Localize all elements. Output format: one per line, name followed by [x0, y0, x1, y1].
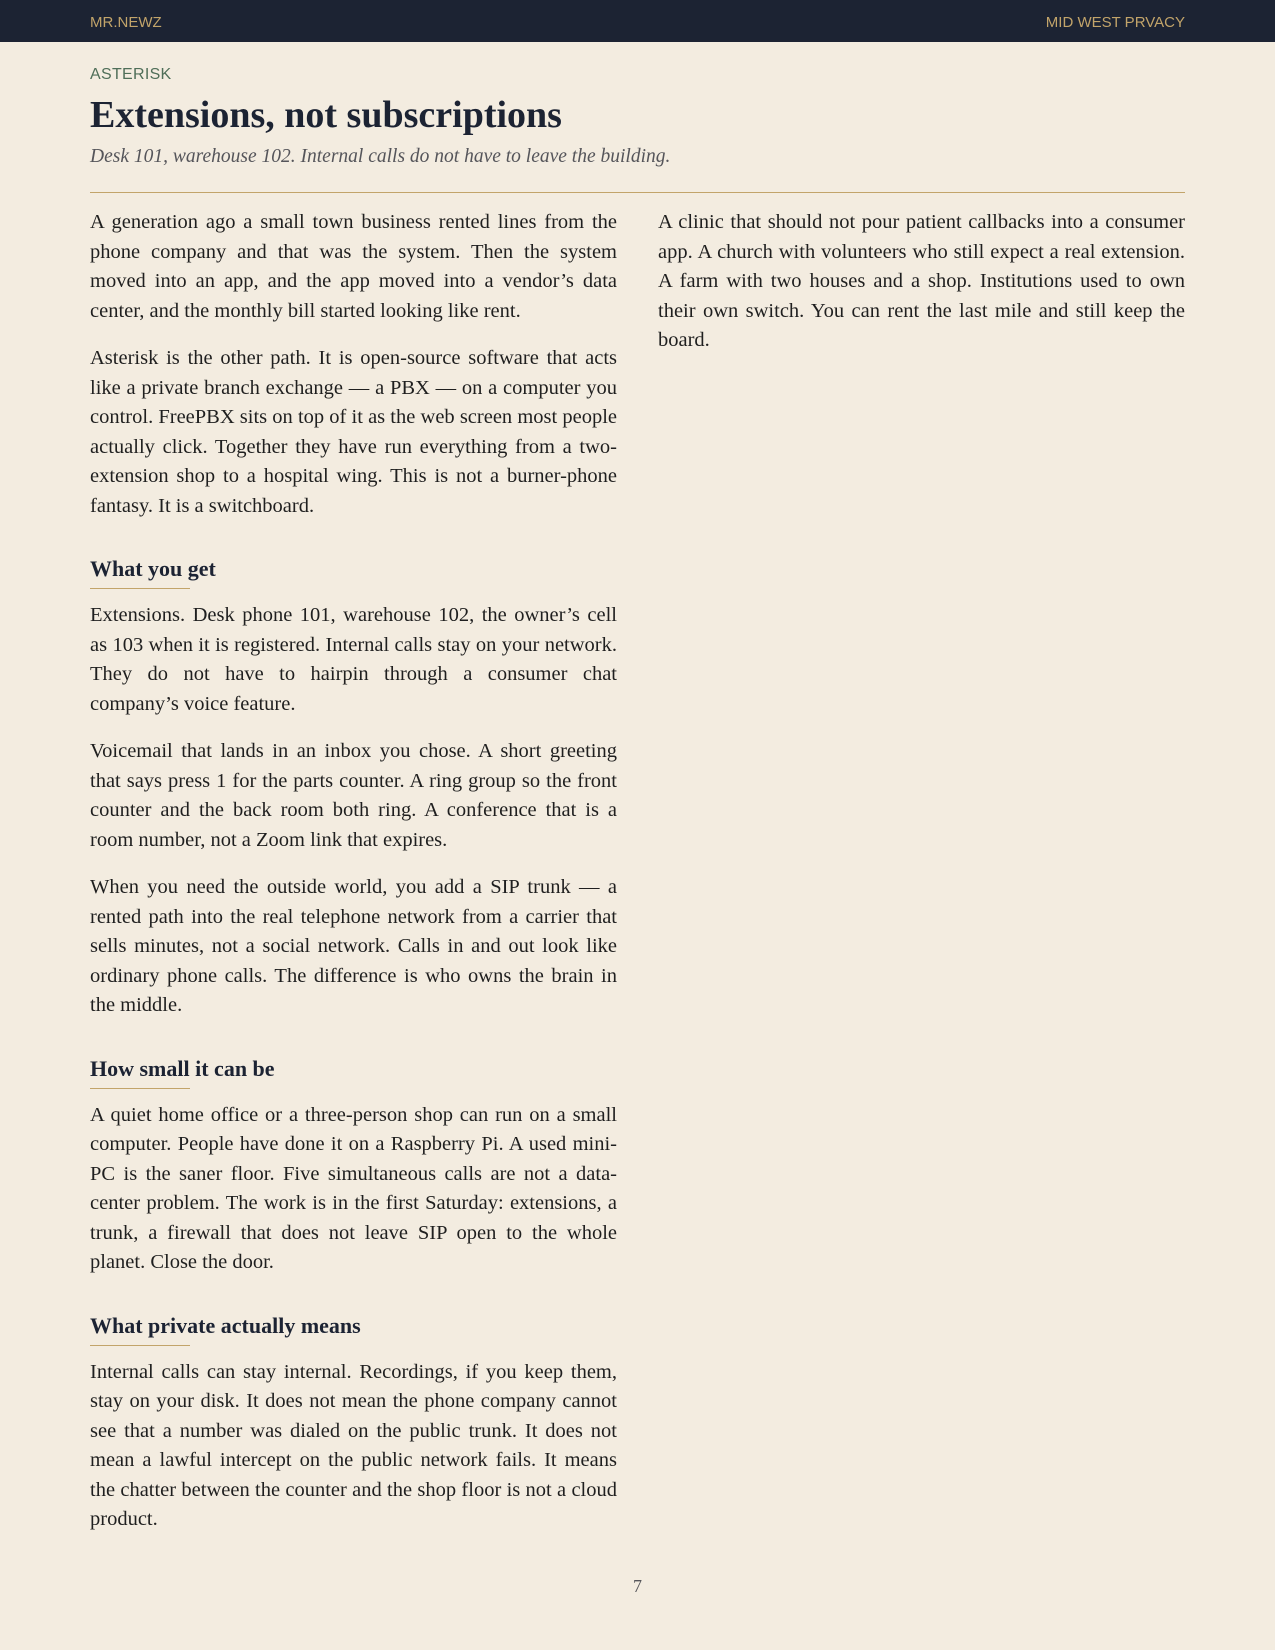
article-title: Extensions, not subscriptions — [90, 94, 562, 136]
article-header — [90, 66, 1185, 168]
publication-name: MR.NEWZ — [90, 14, 162, 31]
header-divider — [90, 192, 1185, 193]
paragraph: When you need the outside world, you add a SIP trunk — a rented path into the real telephone network from a carrier that sells minutes, not a social network. Calls in and out look like ordinary phone calls. The difference is who owns the brain in the middle. — [90, 876, 617, 1016]
left-column — [90, 208, 617, 1553]
article-kicker: ASTERISK — [90, 66, 172, 83]
paragraph: A quiet home office or a three-person shop can run on a small computer. People have done it on a Raspberry Pi. A used mini-PC is the saner floor. Five simultaneous calls are not a data-center problem. The work is in the first Saturday: extensions, a trunk, a firewall that does not leave SIP open to the whole planet. Close the door. — [90, 1103, 617, 1273]
right-column — [658, 208, 1185, 374]
paragraph: A generation ago a small town business rented lines from the phone company and that was the system. Then the system moved into an app, and the app moved into a vendor’s data center, and the monthly bill started looking like rent. — [90, 211, 617, 322]
paragraph: A clinic that should not pour patient callbacks into a consumer app. A church with volunteers who still expect a real extension. A farm with two houses and a shop. Institutions used to own their own switch. You can rent the last mile and still keep the board. — [658, 211, 1185, 351]
page-number: 7 — [633, 1576, 642, 1596]
section-name: MID WEST PRVACY — [1045, 14, 1185, 31]
paragraph: Internal calls can stay internal. Recordings, if you keep them, stay on your disk. It does not mean the phone company cannot see that a number was dialed on the public trunk. It does not mean a lawful intercept on the public network fails. It means the chatter between the counter and the shop floor is not a cloud product. — [90, 1360, 617, 1530]
section-heading: How small it can be — [90, 1055, 617, 1089]
top-bar — [0, 0, 1275, 42]
paragraph: Asterisk is the other path. It is open-source software that acts like a private branch exchange — a PBX — on a computer you control. FreePBX sits on top of it as the web screen most people actually click. Together they have run everything from a two-extension shop to a hospital wing. This is not a burner-phone fantasy. It is a switchboard. — [90, 347, 617, 517]
paragraph: Voicemail that lands in an inbox you chose. A short greeting that says press 1 for the parts counter. A ring group so the front counter and the back room both ring. A conference that is a room number, not a Zoom link that expires. — [90, 740, 617, 851]
article-subtitle: Desk 101, warehouse 102. Internal calls do not have to leave the building. — [90, 146, 671, 167]
paragraph: Extensions. Desk phone 101, warehouse 102, the owner’s cell as 103 when it is registered. Internal calls stay on your network. They do not have to hairpin through a consumer chat company’s voice feature. — [90, 604, 617, 715]
section-heading: What private actually means — [90, 1312, 617, 1346]
section-heading: What you get — [90, 555, 617, 589]
